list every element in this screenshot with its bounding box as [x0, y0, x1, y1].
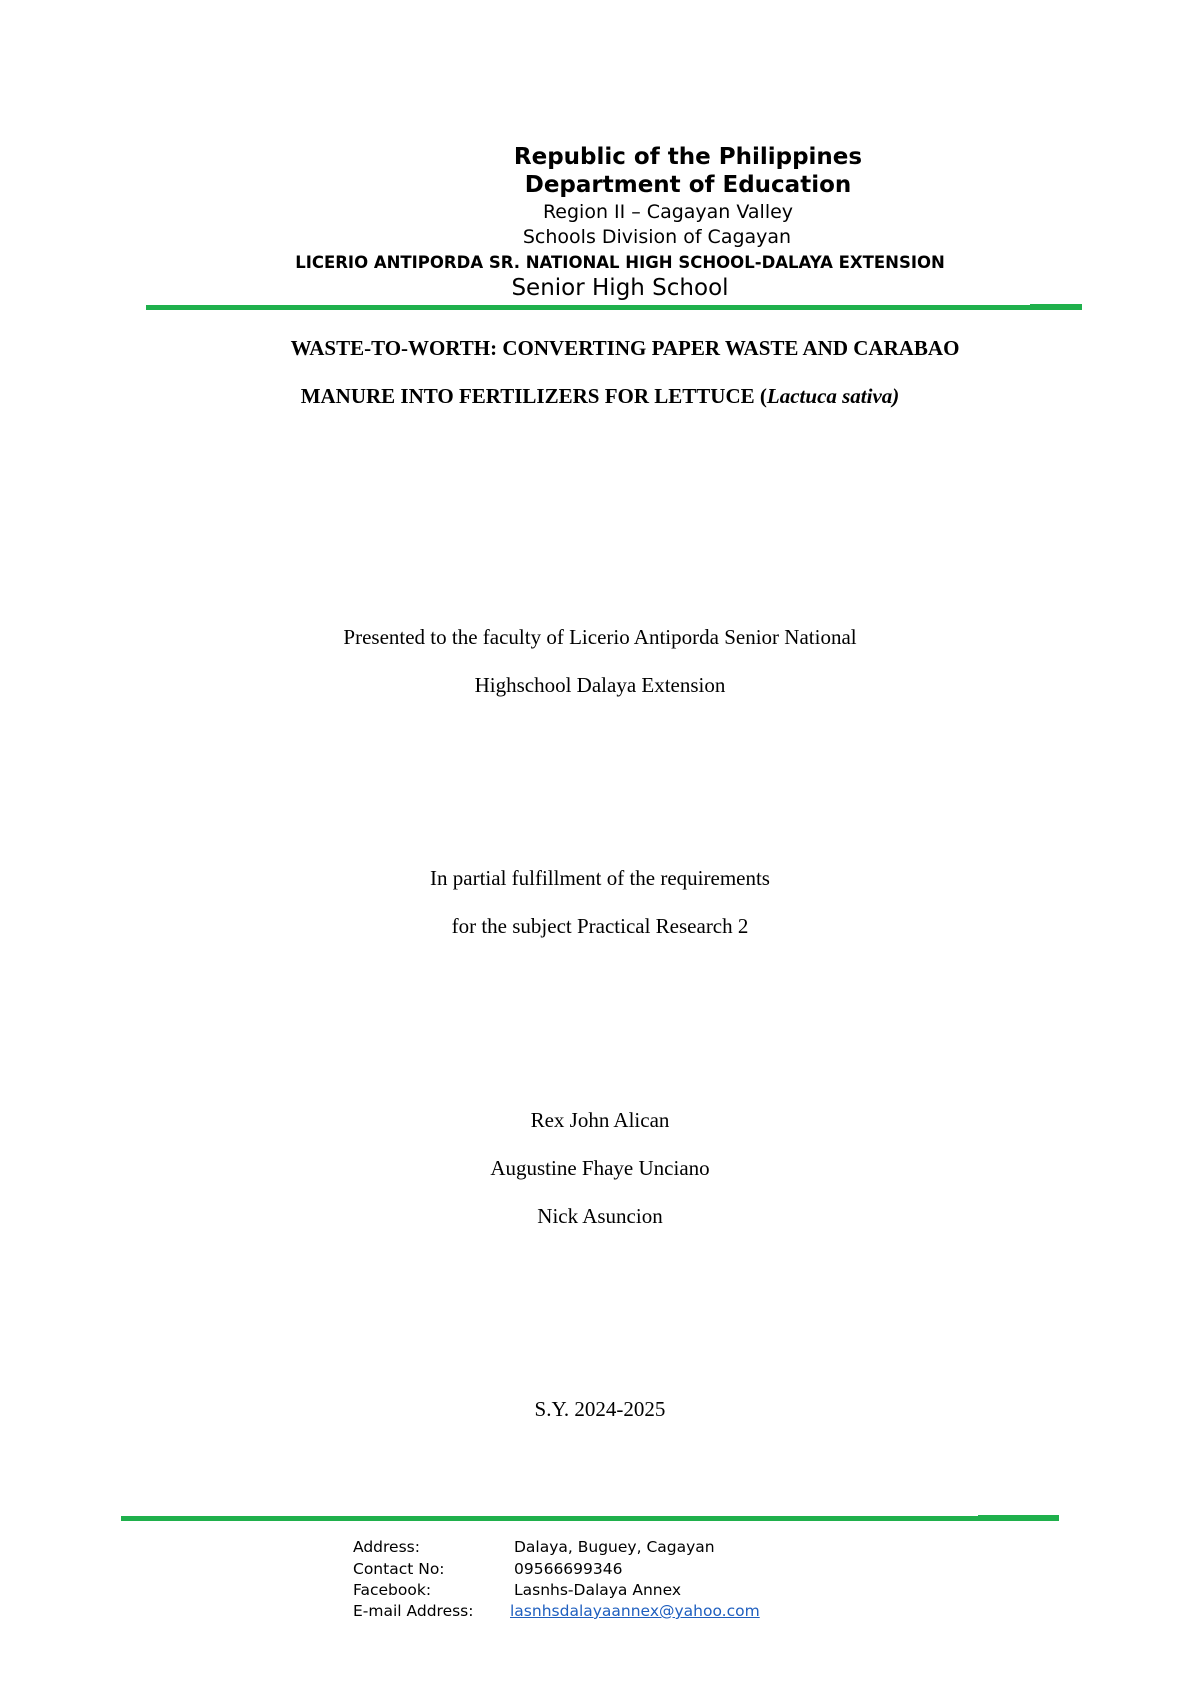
header-program: Senior High School — [511, 275, 729, 301]
presented-line-2: Highschool Dalaya Extension — [474, 673, 726, 697]
author-name: Rex John Alican — [530, 1108, 670, 1132]
header-region: Region II – Cagayan Valley — [542, 201, 794, 223]
author-name: Augustine Fhaye Unciano — [490, 1156, 710, 1180]
header-department: Department of Education — [524, 172, 852, 198]
header-republic: Republic of the Philippines — [513, 144, 863, 170]
footer-facebook: Lasnhs-Dalaya Annex — [514, 1581, 682, 1599]
header-school-name: LICERIO ANTIPORDA SR. NATIONAL HIGH SCHOOL-DALAYA EXTENSION — [295, 253, 945, 272]
author-name: Nick Asuncion — [537, 1204, 663, 1228]
school-year: S.Y. 2024-2025 — [534, 1397, 666, 1421]
header-divider — [146, 305, 1081, 310]
footer-divider-accent — [978, 1515, 1059, 1521]
footer-email-link[interactable]: lasnhsdalayaannex@yahoo.com — [510, 1602, 760, 1620]
footer-facebook-label: Facebook: — [353, 1581, 432, 1599]
research-title-line-1: WASTE-TO-WORTH: CONVERTING PAPER WASTE AND CARABAO — [290, 336, 960, 360]
research-title-line-2-text: MANURE INTO FERTILIZERS FOR LETTUCE ( — [300, 384, 767, 408]
footer-divider — [121, 1516, 1059, 1521]
fulfillment-line-1: In partial fulfillment of the requirements — [430, 866, 770, 890]
footer-contact: 09566699346 — [514, 1560, 623, 1578]
header-divider-accent — [1030, 304, 1082, 310]
footer-address-label: Address: — [353, 1538, 420, 1556]
fulfillment-line-2: for the subject Practical Research 2 — [451, 914, 749, 938]
footer-contact-label: Contact No: — [353, 1560, 445, 1578]
research-title-line-2 — [0, 384, 1200, 409]
header-division: Schools Division of Cagayan — [522, 226, 792, 248]
presented-line-1: Presented to the faculty of Licerio Antiporda Senior National — [343, 625, 857, 649]
scientific-name: Lactuca sativa) — [766, 384, 900, 408]
footer-email-label: E-mail Address: — [353, 1602, 474, 1620]
footer-address: Dalaya, Buguey, Cagayan — [514, 1538, 715, 1556]
